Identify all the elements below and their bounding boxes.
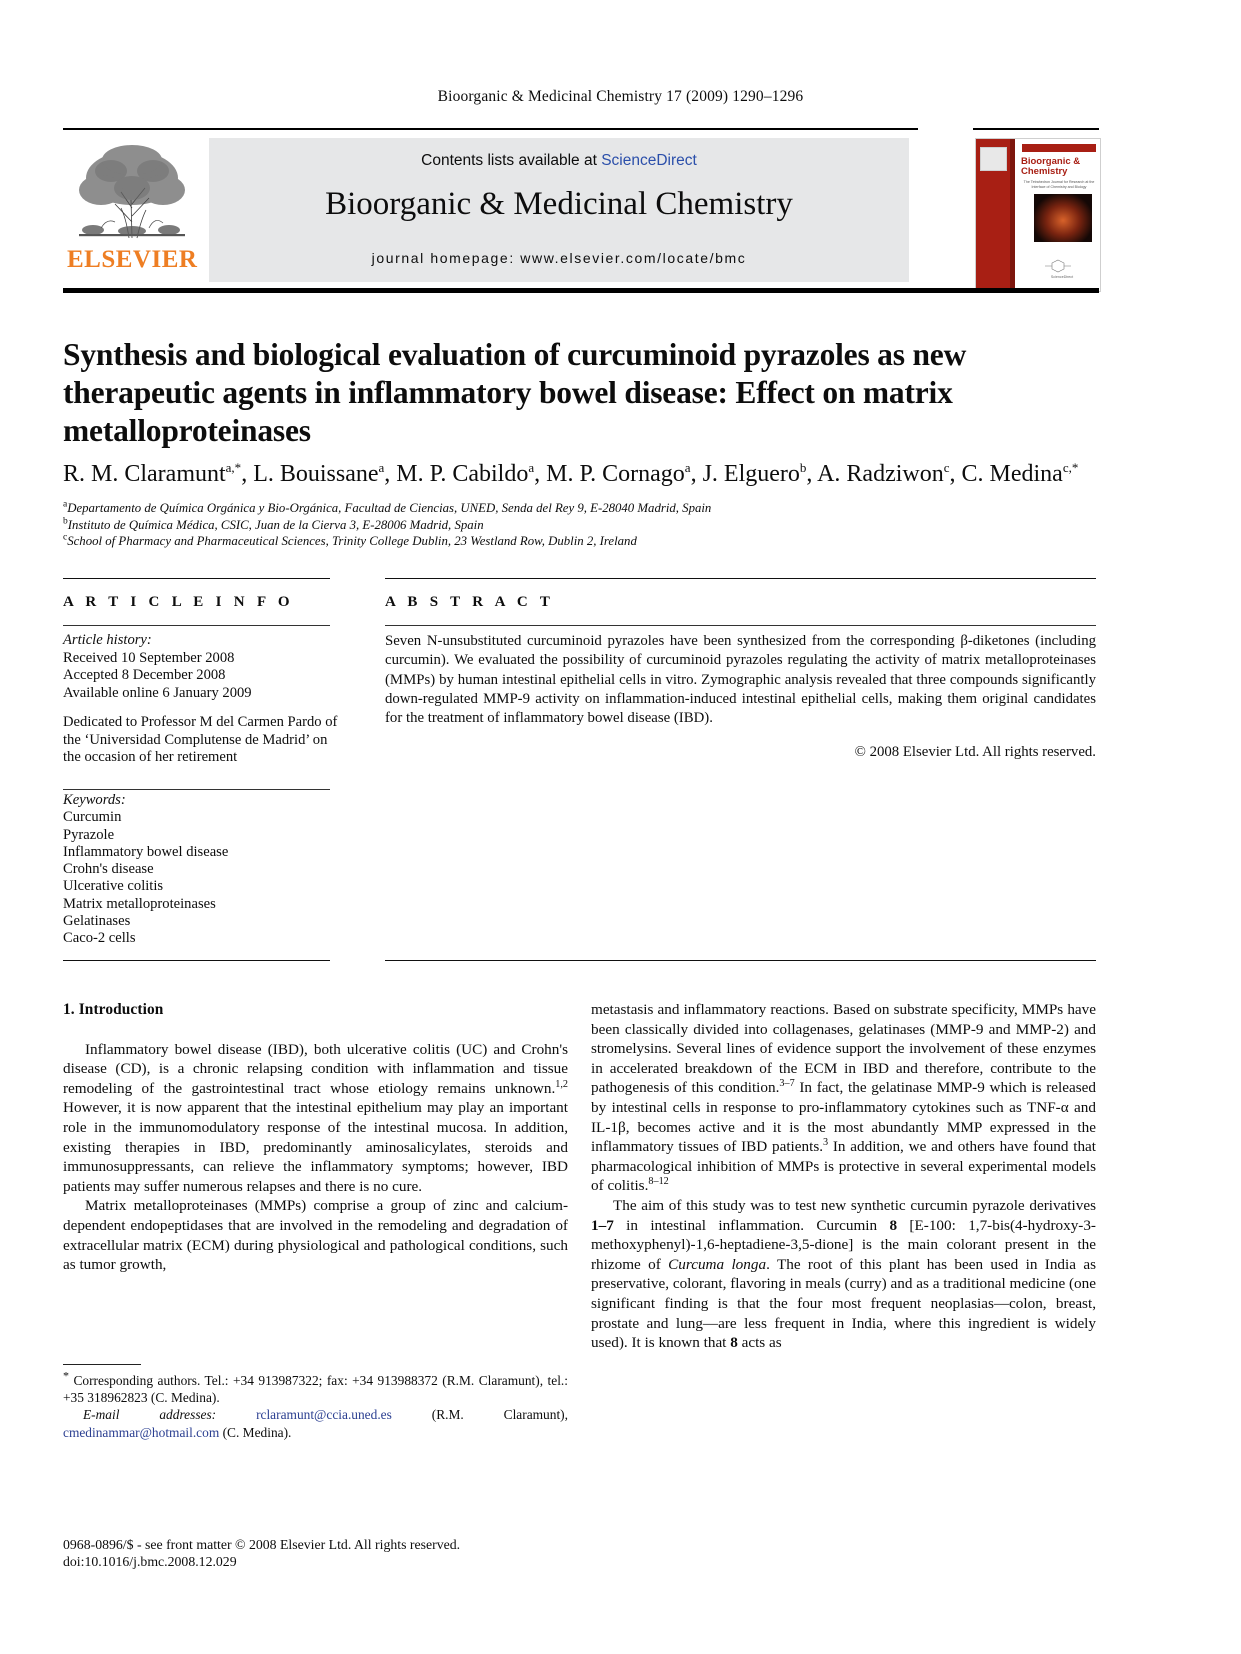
keyword-item: Matrix metalloproteinases [63, 895, 216, 912]
info-block-bottom-rule [63, 960, 330, 961]
compound-ref-8: 8 [889, 1216, 898, 1234]
author-1-mark: a,* [225, 460, 242, 475]
compound-ref-8b: 8 [730, 1334, 738, 1352]
article-info-heading: A R T I C L E I N F O [63, 594, 294, 610]
keywords-rule [63, 789, 330, 790]
paragraph-right-2-e: acts as [737, 1334, 782, 1352]
cover-publisher-mark-icon [980, 147, 1007, 171]
elsevier-logo [63, 138, 201, 282]
affiliation-a [63, 500, 963, 517]
corresponding-author-footnote [63, 1368, 568, 1441]
affiliation-c-text: School of Pharmacy and Pharmaceutical Sciences, Trinity College Dublin, 23 Westland Row, Dublin 2, Ireland [67, 534, 637, 548]
paragraph-right-1-b: In fact, the gelatinase MMP-9 which is released by intestinal cells in response to pro-inflammatory cytokines such as TNF-α and IL-1β, becomes active and it is the most abundantly MMP expressed in the inflammatory tissues of IBD patients. [591, 1079, 1096, 1156]
footnote-contact-text: Corresponding authors. Tel.: +34 913987322; fax: +34 913988372 (R.M. Claramunt), tel.: +35 318962823 (C. Medina). [63, 1373, 568, 1406]
journal-homepage[interactable]: journal homepage: www.elsevier.com/locate/bmc [371, 250, 747, 266]
email-link-medina[interactable]: cmedinammar@hotmail.com [63, 1424, 220, 1440]
footnote-line-1 [63, 1368, 568, 1406]
keyword-item: Caco-2 cells [63, 930, 136, 947]
keyword-list [63, 792, 348, 948]
paragraph-right-2-a: The aim of this study was to test new synthetic curcumin pyrazole derivatives [613, 1196, 1096, 1214]
affiliation-b [63, 517, 963, 534]
species-name-curcuma-longa: Curcuma longa [668, 1255, 767, 1273]
author-5-mark: b [799, 460, 807, 475]
issn-doi-block [63, 1536, 583, 1571]
paragraph-right-1-a: metastasis and inflammatory reactions. Based on substrate specificity, MMPs have been classically divided into collagenases, gelatinases (MMP-9 and MMP-2) and stromelysins. Several lines of evidence support the involvement of these enzymes in accelerated breakdown of the ECM in IBD and therefore, contribute to the pathogenesis of this condition. [591, 1001, 1096, 1097]
author-6-name: A. Radziwon [817, 461, 944, 487]
abstract-heading-rule [385, 625, 1096, 626]
running-head: Bioorganic & Medicinal Chemistry 17 (2009) 1290–1296 [437, 88, 804, 105]
cover-title-line1: Bioorganic & [1021, 156, 1081, 167]
paragraph-right-1 [591, 1000, 1096, 1196]
keyword-item: Crohn's disease [63, 861, 154, 878]
issn-front-matter: 0968-0896/$ - see front matter © 2008 Elsevier Ltd. All rights reserved. [63, 1537, 461, 1552]
author-3 [396, 461, 534, 487]
author-4-mark: a [684, 460, 691, 475]
abstract-heading: A B S T R A C T [385, 594, 555, 610]
page-title: Synthesis and biological evaluation of curcuminoid pyrazoles as new therapeutic agents in inflammatory bowel disease: Effect on matrix metalloproteinases [63, 337, 967, 448]
citation-ref-3-7[interactable]: 3–7 [779, 1078, 795, 1090]
citation-ref-1-2[interactable]: 1,2 [555, 1078, 568, 1090]
journal-masthead [63, 128, 1099, 282]
paragraph-right-2-d: . The root of this plant has been used in India as preservative, colorant, flavoring in meals (curry) and as a traditional medicine (one significant finding is that the four most frequent neoplasias—colon, breast, prostate and lung—are less frequent in India, where this ingredient is widely used). It is known that [591, 1255, 1096, 1352]
abstract-block-bottom-rule [385, 960, 1096, 961]
author-5 [703, 461, 807, 487]
author-1-name: R. M. Claramunt [63, 461, 226, 487]
author-6-mark: c [943, 460, 950, 475]
info-block-top-rule [63, 578, 330, 579]
cover-top-bar [1022, 144, 1096, 152]
history-received: Received 10 September 2008 [63, 649, 235, 666]
affiliation-a-text: Departamento de Química Orgánica y Bio-Orgánica, Facultad de Ciencias, UNED, Senda del Rey 9, E-28040 Madrid, Spain [67, 501, 712, 515]
history-online: Available online 6 January 2009 [63, 684, 252, 701]
paragraph-intro-1 [63, 1040, 568, 1197]
keyword-item: Gelatinases [63, 913, 131, 930]
footnote-rule [63, 1364, 141, 1365]
article-history [63, 632, 343, 702]
email-link-claramunt[interactable]: rclaramunt@ccia.uned.es [256, 1407, 392, 1423]
citation-ref-8-12[interactable]: 8–12 [648, 1176, 669, 1188]
author-2-name: L. Bouissane [253, 461, 379, 487]
footnote-line-2 [63, 1406, 568, 1440]
cover-molecule-icon [1030, 257, 1094, 275]
dedication: Dedicated to Professor M del Carmen Pardo of the ‘Universidad Complutense de Madrid’ on the occasion of her retirement [63, 714, 338, 766]
body-column-left [63, 1000, 568, 1275]
cover-artwork [1034, 194, 1092, 242]
email-addresses-label: E-mail addresses: [83, 1407, 217, 1423]
body-column-right [591, 1000, 1096, 1353]
affiliation-c [63, 533, 963, 550]
abstract-block-top-rule [385, 578, 1096, 579]
author-list: R. M. Claramunt$^{a,*}$, L. Bouissane$^a$, M. P. Cabildo$^a$, M. P. Cornago$^a$, J. Elguero$^b$, A. Radziwon$^c$, C. Medina$^{c,*}$ [63, 460, 1079, 487]
email-owner-2: (C. Medina). [219, 1424, 292, 1440]
paragraph-right-1-c: In addition, we and others have found that pharmacological inhibition of MMPs is protective in several experimental models of colitis. [591, 1138, 1096, 1195]
footnote-marker: * [63, 1368, 69, 1383]
author-1 [63, 461, 241, 487]
author-7 [962, 461, 1079, 487]
author-4 [546, 461, 690, 487]
sciencedirect-link[interactable]: ScienceDirect [601, 152, 697, 169]
paragraph-right-2-c: [E-100: 1,7-bis(4-hydroxy-3-methoxyphenyl)-1,6-heptadiene-3,5-dione] is the main colorant present in the rhizome of [591, 1216, 1096, 1273]
elsevier-wordmark: ELSEVIER [67, 246, 198, 273]
author-3-name: M. P. Cabildo [396, 461, 529, 487]
paragraph-right-2-b: in intestinal inflammation. Curcumin [613, 1216, 890, 1234]
cover-title [1021, 157, 1080, 177]
journal-title: Bioorganic & Medicinal Chemistry [325, 186, 793, 222]
keyword-item: Ulcerative colitis [63, 878, 164, 895]
author-7-name: C. Medina [961, 461, 1063, 487]
author-6 [817, 461, 949, 487]
author-4-name: M. P. Cornago [546, 461, 685, 487]
paragraph-intro-2: Matrix metalloproteinases (MMPs) comprise a group of zinc and calcium-dependent endopeptidases that are involved in the remodeling and degradation of extracellular matrix (ECM) during physiological and pathological conditions, such as tumor growth, [63, 1197, 568, 1274]
author-3-mark: a [528, 460, 535, 475]
contents-available-line [209, 152, 909, 170]
author-5-name: J. Elguero [702, 461, 800, 487]
section-heading-introduction: 1. Introduction [63, 1001, 164, 1018]
paragraph-intro-1-b: However, it is now apparent that the intestinal epithelium may play an important role in the immunomodulatory response of the intestinal mucosa. In addition, existing therapies in IBD, predominantly aminosalicylates, steroids and immunosuppressants, can relieve the inflammatory symptoms; however, IBD patients may suffer numerous relapses and there is no cure. [63, 1099, 568, 1195]
keywords-label: Keywords: [63, 792, 126, 808]
paragraph-right-2 [591, 1196, 1096, 1353]
cover-footer [1030, 257, 1094, 285]
abstract-copyright: © 2008 Elsevier Ltd. All rights reserved. [854, 744, 1096, 760]
history-accepted: Accepted 8 December 2008 [63, 667, 226, 684]
affiliation-b-mark: b [63, 516, 68, 527]
paragraph-intro-1-a: Inflammatory bowel disease (IBD), both ulcerative colitis (UC) and Crohn's disease (CD), is a chronic relapsing condition with inflammation and tissue remodeling of the gastrointestinal tract whose etiology remains unknown. [63, 1040, 568, 1097]
article-history-label: Article history: [63, 632, 152, 648]
cover-footer-text: ScienceDirect [1050, 275, 1074, 279]
keyword-item: Curcumin [63, 809, 122, 826]
doi-line[interactable]: doi:10.1016/j.bmc.2008.12.029 [63, 1554, 237, 1570]
journal-cover-thumbnail[interactable] [975, 138, 1101, 292]
masthead-body [63, 130, 1099, 282]
cover-spine-shadow [1010, 139, 1015, 291]
contents-prefix: Contents lists available at [421, 152, 602, 169]
email-owner-1: (R.M. Claramunt), [391, 1407, 568, 1423]
author-7-mark: c,* [1062, 460, 1079, 475]
compound-ref-1-7: 1–7 [591, 1216, 614, 1234]
masthead-bottom-rule [63, 288, 1099, 293]
affiliation-b-text: Instituto de Química Médica, CSIC, Juan de la Cierva 3, E-28006 Madrid, Spain [67, 517, 484, 532]
info-heading-rule [63, 625, 330, 626]
citation-ref-3[interactable]: 3 [823, 1137, 829, 1149]
cover-title-line2: Chemistry [1021, 166, 1068, 177]
cover-subtitle: The Tetrahedron Journal for Research at the Interface of Chemistry and Biology [1023, 180, 1095, 189]
affiliation-c-mark: c [63, 532, 68, 543]
keyword-item: Inflammatory bowel disease [63, 843, 229, 860]
elsevier-tree-icon [71, 138, 193, 248]
keyword-item: Pyrazole [63, 826, 115, 843]
affiliation-a-mark: a [63, 499, 68, 510]
affiliation-list [63, 500, 963, 550]
masthead-panel [209, 138, 909, 282]
abstract-text: Seven N-unsubstituted curcuminoid pyrazoles have been synthesized from the corresponding β-diketones (including curcumin). We evaluated the possibility of curcuminoid pyrazoles regulating the activity of matrix metalloproteinases (MMPs) by human intestinal epithelial cells in vitro. Zymographic analysis revealed that three compounds significantly down-regulated MMP-9 activity on inflammation-induced intestinal epithelial cells, making them original candidates for the treatment of inflammatory bowel disease (IBD). [385, 633, 1096, 727]
author-2-mark: a [378, 460, 385, 475]
author-2 [253, 461, 384, 487]
